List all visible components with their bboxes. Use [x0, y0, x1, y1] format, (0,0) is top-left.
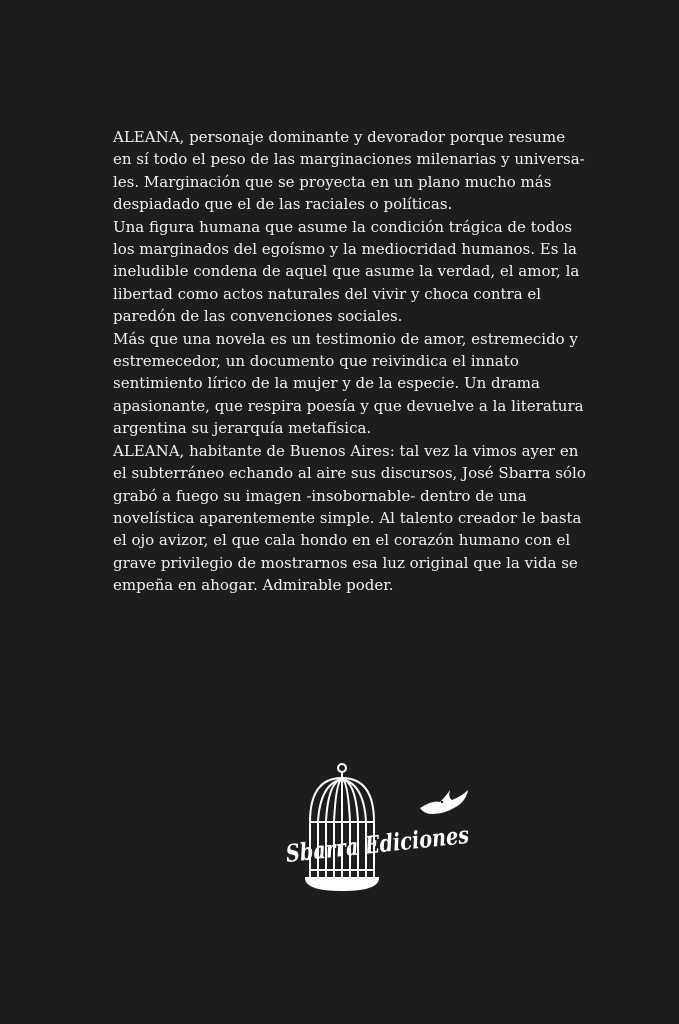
blurb-line: grave privilegio de mostrarnos esa luz original que la vida se	[113, 553, 578, 572]
dove-icon	[420, 790, 468, 814]
blurb-line: despiadado que el de las raciales o políticas.	[113, 195, 453, 214]
publisher-name: Sbarra Ediciones	[284, 815, 516, 868]
blurb-line: apasionante, que respira poesía y que devuelve a la literatura	[113, 396, 584, 415]
blurb-line: grabó a fuego su imagen -insobornable- dentro de una	[113, 486, 527, 505]
blurb-line: estremecedor, un documento que reivindica el innato	[113, 352, 519, 371]
blurb-line: los marginados del egoísmo y la mediocridad humanos. Es la	[113, 240, 577, 259]
blurb-line: Una figura humana que asume la condición trágica de todos	[113, 217, 573, 236]
blurb-line: novelística aparentemente simple. Al talento creador le basta	[113, 508, 582, 527]
publisher-logo	[282, 760, 516, 900]
blurb-line: sentimiento lírico de la mujer y de la especie. Un drama	[113, 374, 540, 393]
blurb-line: libertad como actos naturales del vivir y choca contra el	[113, 284, 542, 303]
blurb-line: ALEANA, habitante de Buenos Aires: tal vez la vimos ayer en	[113, 441, 579, 460]
blurb-line: en sí todo el peso de las marginaciones milenarias y universa-	[113, 150, 585, 169]
blurb-line: les. Marginación que se proyecta en un plano mucho más	[113, 172, 552, 191]
blurb-line: el subterráneo echando al aire sus discursos, José Sbarra sólo	[113, 464, 586, 483]
blurb-text	[113, 126, 586, 597]
blurb-line: ALEANA, personaje dominante y devorador porque resume	[113, 128, 566, 146]
blurb-line: paredón de las convenciones sociales.	[113, 307, 403, 326]
publisher-logo-graphic	[282, 760, 516, 900]
blurb-line: ineludible condena de aquel que asume la verdad, el amor, la	[113, 262, 580, 281]
blurb-line: empeña en ahogar. Admirable poder.	[113, 576, 394, 595]
birdcage-icon	[306, 764, 378, 890]
blurb-line: el ojo avizor, el que cala hondo en el corazón humano con el	[113, 531, 571, 550]
blurb-line: argentina su jerarquía metafísica.	[113, 419, 372, 438]
blurb-line: Más que una novela es un testimonio de amor, estremecido y	[113, 329, 578, 348]
